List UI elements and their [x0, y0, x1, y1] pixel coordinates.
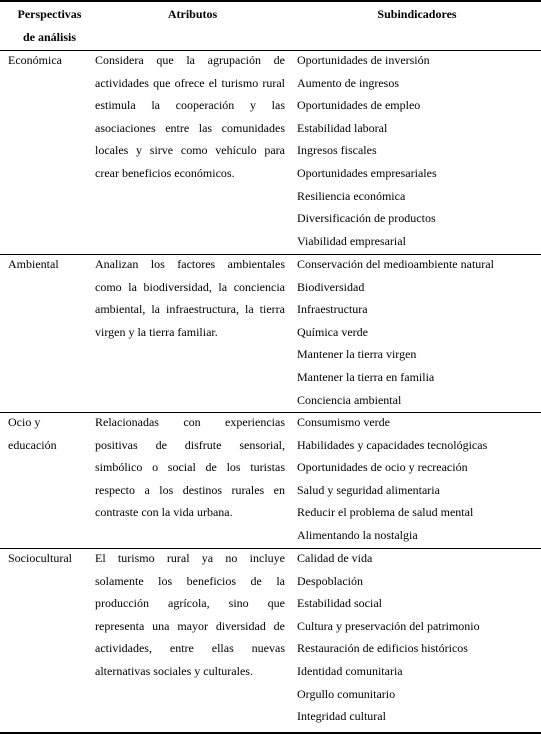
list-item: Alimentando la nostalgia: [297, 527, 418, 542]
list-item: Oportunidades de empleo: [297, 98, 421, 113]
subindicators-list: [297, 411, 537, 547]
list-item: Viabilidad empresarial: [297, 233, 406, 248]
perspective-cell: Económica: [8, 53, 62, 67]
subindicators-list: [297, 547, 537, 728]
list-item: Estabilidad social: [297, 596, 382, 611]
list-item: Química verde: [297, 324, 368, 339]
list-item: Consumismo verde: [297, 415, 390, 429]
list-item: Habilidades y capacidades tecnológicas: [297, 437, 488, 452]
subindicators-list: [297, 49, 537, 252]
subindicators-list: [297, 253, 537, 411]
list-item: Conservación del medioambiente natural: [297, 257, 494, 271]
perspective-cell: Ocio y educación: [8, 415, 57, 452]
attributes-cell: Relacionadas con experiencias positivas de disfrute sensorial, simbólico o social de los turistas respecto a los destinos rurales en contraste con la vida urbana.: [95, 415, 285, 519]
header-subindicators: Subindicadores: [377, 7, 457, 21]
list-item: Mantener la tierra en familia: [297, 369, 435, 384]
table-header: [0, 0, 541, 50]
table-bottom-rule: [0, 732, 541, 734]
perspective-cell: Ambiental: [8, 257, 59, 271]
attributes-cell: El turismo rural ya no incluye solamente los beneficios de la producción agrícola, sino que representa una mayor diversidad de actividades, entre ellas nuevas alternativas sociales y culturales.: [95, 551, 285, 678]
perspective-cell: Sociocultural: [8, 551, 72, 565]
list-item: Infraestructura: [297, 302, 368, 317]
list-item: Restauración de edificios históricos: [297, 641, 468, 656]
list-item: Salud y seguridad alimentaria: [297, 482, 440, 497]
list-item: Orgullo comunitario: [297, 686, 396, 701]
list-item: Diversificación de productos: [297, 211, 436, 226]
list-item: Conciencia ambiental: [297, 392, 402, 407]
list-item: Cultura y preservación del patrimonio: [297, 618, 480, 633]
list-item: Reducir el problema de salud mental: [297, 505, 474, 520]
list-item: Oportunidades empresariales: [297, 165, 437, 180]
header-perspectives: Perspectivas de análisis: [17, 7, 82, 44]
list-item: Calidad de vida: [297, 551, 373, 565]
attributes-cell: Considera que la agrupación de actividades que ofrece el turismo rural estimula la cooperación y las asociaciones entre las comunidades locales y sirve como vehículo para crear beneficios económicos.: [95, 53, 285, 180]
list-item: Aumento de ingresos: [297, 75, 399, 90]
list-item: Resiliencia económica: [297, 188, 406, 203]
list-item: Identidad comunitaria: [297, 663, 403, 678]
list-item: Biodiversidad: [297, 279, 365, 294]
list-item: Despoblación: [297, 573, 363, 588]
list-item: Mantener la tierra virgen: [297, 347, 417, 362]
list-item: Ingresos fiscales: [297, 143, 377, 158]
attributes-cell: Analizan los factores ambientales como la biodiversidad, la conciencia ambiental, la infraestructura, la tierra virgen y la tierra familiar.: [95, 257, 285, 339]
header-attributes: Atributos: [167, 7, 218, 21]
list-item: Integridad cultural: [297, 709, 386, 724]
list-item: Estabilidad laboral: [297, 120, 388, 135]
list-item: Oportunidades de ocio y recreación: [297, 460, 468, 475]
list-item: Oportunidades de inversión: [297, 53, 430, 67]
